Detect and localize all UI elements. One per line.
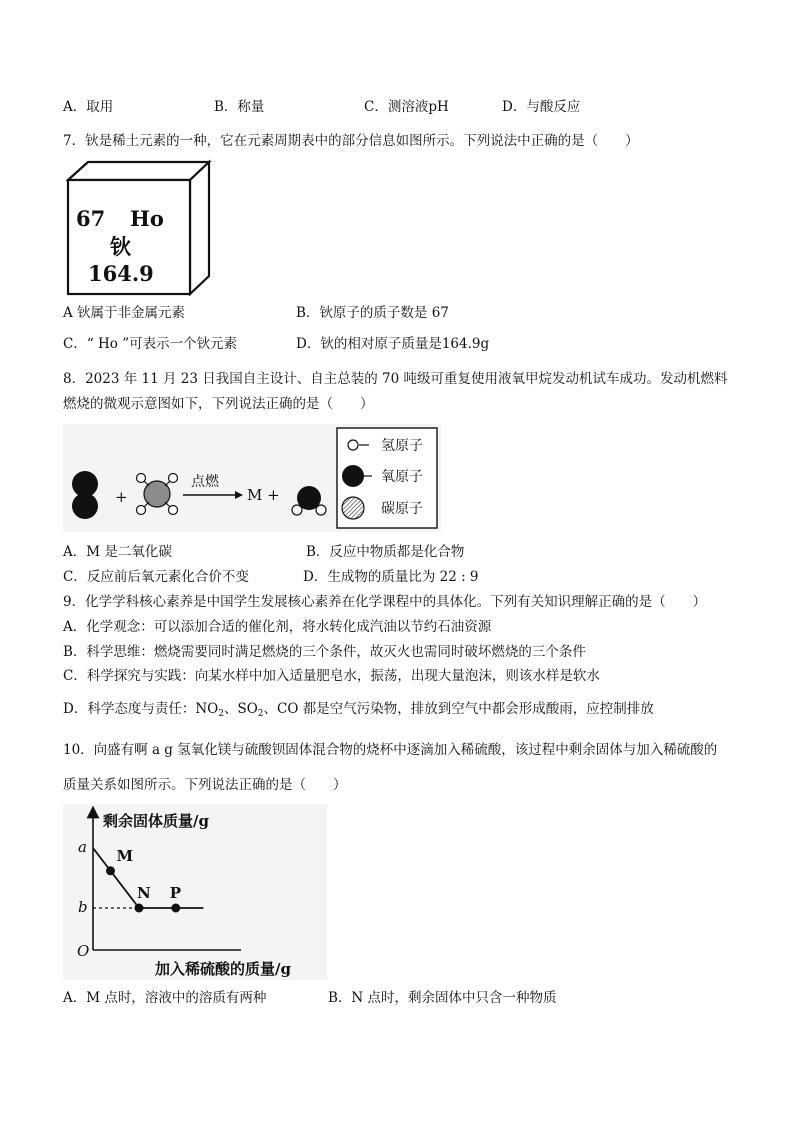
q6-option-c: C．测溶液pH [364,99,449,115]
q10-stem-line1: 10．向盛有啊 a g 氢氧化镁与硫酸钡固体混合物的烧杯中逐滴加入稀硫酸，该过程中剩余固体与加入稀硫酸的 [63,742,718,758]
q7-option-c: C．“ Ho ”可表示一个钬元素 [63,336,238,352]
legend-oxygen: 氧原子 [381,469,423,485]
point-p [171,904,180,913]
q10-option-b: B．N 点时，剩余固体中只含一种物质 [328,990,557,1006]
q10-stem-line2: 质量关系如图所示。下列说法正确的是（ ） [63,777,347,793]
q8-option-d: D．生成物的质量比为 22 : 9 [303,569,479,585]
carbon-atom-icon [342,497,364,519]
separator: 、 [223,701,238,717]
formula-so2: $SO_2$ [237,701,264,719]
q8-option-c: C．反应前后氧元素化合价不变 [63,569,249,585]
point-label-p: P [169,884,182,902]
q9-option-d-rest: 、CO 都是空气污染物，排放到空气中都会形成酸雨，应控制排放 [263,701,654,717]
q7-stem: 7．钬是稀土元素的一种，它在元素周期表中的部分信息如图所示。下列说法中正确的是（ ） [63,133,639,149]
q8-option-b: B．反应中物质都是化合物 [306,544,465,560]
product-m-label: M + [247,486,280,504]
q9-option-d [63,700,654,723]
q6-option-d: D．与酸反应 [502,99,581,115]
q8-stem-line1: 8．2023 年 11 月 23 日我国自主设计、自主总装的 70 吨级可重复使用液氧甲烷发动机试车成功。发动机燃料 [63,371,728,387]
plus-sign: + [115,488,128,506]
q7-option-b: B．钬原子的质子数是 67 [296,305,449,321]
q7-option-a: A 钬属于非金属元素 [63,305,186,321]
legend-hydrogen: 氢原子 [381,438,423,454]
mass-chart [63,804,327,980]
y-tick-b: b [78,898,88,916]
q9-stem: 9．化学学科核心素养是中国学生发展核心素养在化学课程中的具体化。下列有关知识理解正确的是（ ） [63,594,707,610]
oxygen-atom-icon [342,465,364,487]
y-axis-label: 剩余固体质量/g [103,812,209,830]
formula-no2: $NO_2$ [195,701,224,719]
q9-option-d-prefix: D．科学态度与责任： [63,701,196,717]
q8-stem-line2: 燃烧的微观示意图如下，下列说法正确的是（ ） [63,396,374,412]
q9-option-a: A．化学观念：可以添加合适的催化剂，将水转化成汽油以节约石油资源 [63,619,492,635]
element-symbol: Ho [130,206,164,231]
q7-option-d: D．钬的相对原子质量是164.9g [296,336,490,352]
x-axis-label: 加入稀硫酸的质量/g [155,960,291,978]
q9-option-c: C．科学探究与实践：向某水样中加入适量肥皂水，振荡，出现大量泡沫，则该水样是软水 [63,668,600,684]
reaction-diagram [63,424,441,532]
q8-option-a: A．M 是二氧化碳 [63,544,172,560]
element-name: 钬 [110,234,131,259]
y-tick-a: a [78,838,87,856]
oxygen-atom-icon [72,493,98,519]
q10-option-a: A．M 点时，溶液中的溶质有两种 [63,990,267,1006]
point-m [106,866,115,875]
q9-option-b: B．科学思维：燃烧需要同时满足燃烧的三个条件，故灭火也需同时破坏燃烧的三个条件 [63,644,586,660]
q6-option-b: B．称量 [214,99,265,115]
legend-carbon: 碳原子 [381,501,423,517]
element-cell-figure [66,158,214,296]
point-label-m: M [116,846,134,865]
element-mass: 164.9 [88,261,154,286]
point-label-n: N [137,884,151,902]
hydrogen-atom-icon [348,440,358,450]
q6-option-a: A．取用 [63,99,114,115]
arrow-condition-label: 点燃 [191,474,219,490]
point-n [135,904,144,913]
element-number: 67 [76,206,106,231]
origin-label: O [77,942,90,960]
